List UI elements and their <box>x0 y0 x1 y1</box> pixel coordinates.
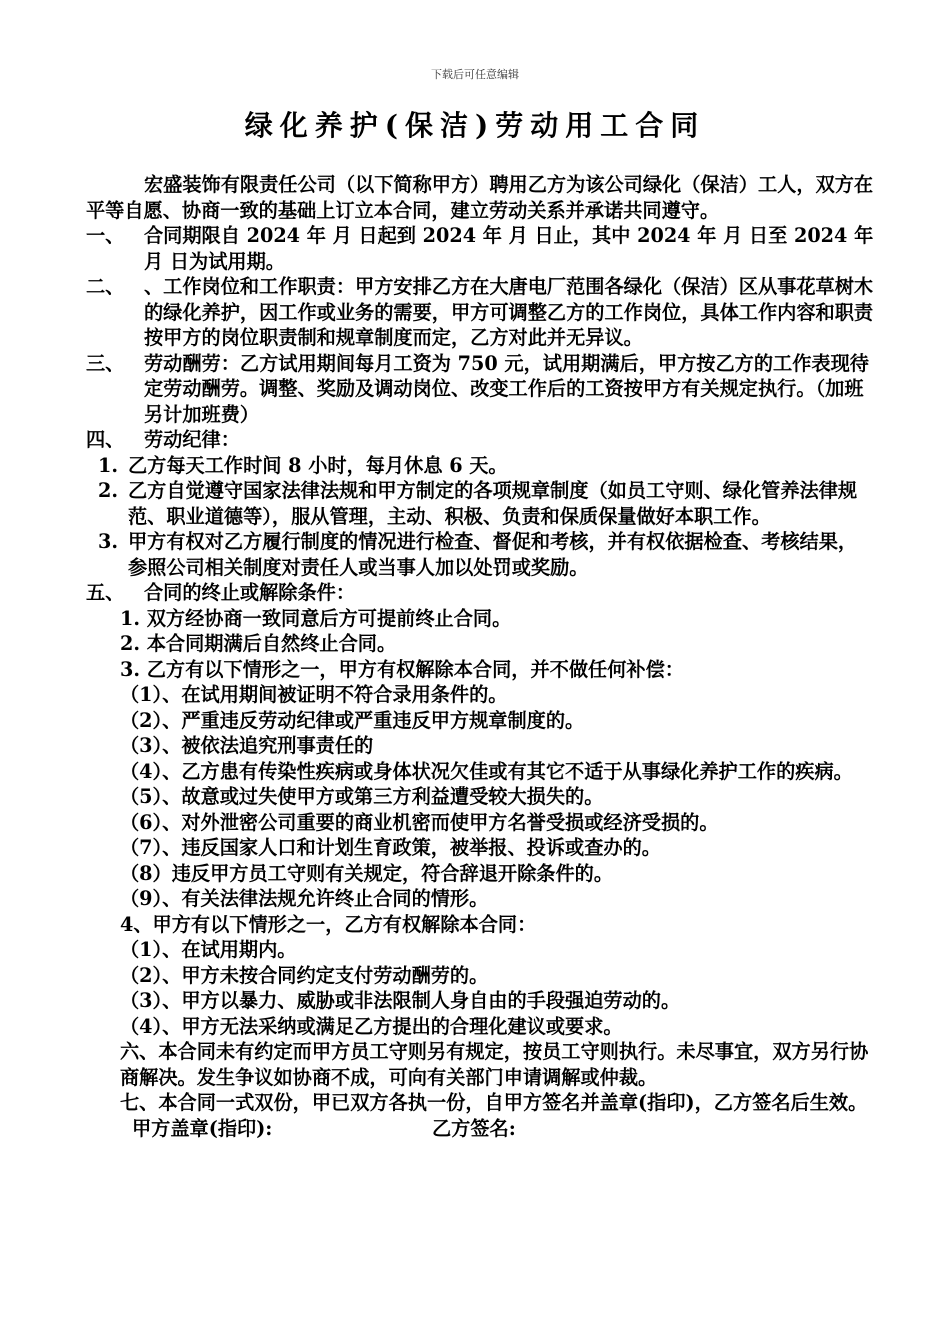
section-4-title: 劳动纪律： <box>144 428 240 451</box>
employee-case-6: （6）、对外泄密公司重要的商业机密而使甲方名誉受损或经济受损的。 <box>120 810 719 834</box>
section-3 <box>86 351 876 428</box>
section-2-text: 、工作岗位和工作职责：甲方安排乙方在大唐电厂范围各绿化（保洁）区从事花草树木的绿化养护，因工作或业务的需要，甲方可调整乙方的工作岗位，具体工作内容和职责按甲方的岗位职责制和规章制度而定，乙方对此并无异议。 <box>144 275 874 349</box>
employee-case-7: （7）、违反国家人口和计划生育政策，被举报、投诉或查办的。 <box>120 836 661 859</box>
discipline-item-2-number: 2. <box>98 479 119 502</box>
employer-case-3: （3）、甲方以暴力、威胁或非法限制人身自由的手段强迫劳动的。 <box>120 989 681 1012</box>
section-6: 六、本合同未有约定而甲方员工守则另有规定，按员工守则执行。未尽事宜，双方另行协商解决。发生争议如协商不成，可向有关部门申请调解或仲裁。 <box>120 1040 869 1089</box>
party-a-seal-label: 甲方盖章(指印): <box>132 1116 273 1140</box>
employer-case-1: （1）、在试用期内。 <box>120 938 297 961</box>
contract-body <box>86 172 876 1141</box>
section-5-number: 五、 <box>86 581 125 604</box>
section-1-text: 合同期限自 2024 年 月 日起到 2024 年 月 日止，其中 2024 年 月 日至 2024 年 月 日为试用期。 <box>144 224 874 273</box>
termination-item-2: 2. 本合同期满后自然终止合同。 <box>120 632 397 655</box>
signature-block <box>86 1116 876 1142</box>
document-title: 绿化养护(保洁)劳动用工合同 <box>244 109 706 142</box>
section-3-text: 劳动酬劳：乙方试用期间每月工资为 750 元，试用期满后，甲方按乙方的工作表现待定劳动酬劳。调整、奖励及调动岗位、改变工作后的工资按甲方有关规定执行。（加班另计加班费） <box>144 351 869 426</box>
section-3-number: 三、 <box>86 351 125 375</box>
discipline-item-3 <box>86 529 876 580</box>
employee-case-4: （4）、乙方患有传染性疾病或身体状况欠佳或有其它不适于从事绿化养护工作的疾病。 <box>120 759 853 783</box>
section-5-heading <box>86 580 876 606</box>
discipline-item-1 <box>86 453 876 479</box>
section-4-heading <box>86 427 876 453</box>
section-1 <box>86 223 876 274</box>
section-7: 七、本合同一式双份，甲已双方各执一份，自甲方签名并盖章(指印)，乙方签名后生效。 <box>120 1091 868 1114</box>
party-b-signature-label: 乙方签名: <box>432 1116 516 1140</box>
discipline-item-1-number: 1. <box>98 453 119 477</box>
discipline-item-2 <box>86 478 876 529</box>
discipline-item-3-number: 3. <box>98 530 119 553</box>
termination-item-4: 4、甲方有以下情形之一，乙方有权解除本合同： <box>120 912 537 936</box>
employee-case-2: （2）、严重违反劳动纪律或严重违反甲方规章制度的。 <box>120 708 585 732</box>
employer-case-2: （2）、甲方未按合同约定支付劳动酬劳的。 <box>120 963 489 987</box>
employee-case-3: （3）、被依法追究刑事责任的 <box>120 734 374 757</box>
termination-item-1: 1. 双方经协商一致同意后方可提前终止合同。 <box>120 606 512 630</box>
employee-case-5: （5）、故意或过失使甲方或第三方利益遭受较大损失的。 <box>120 785 604 808</box>
discipline-item-1-text: 乙方每天工作时间 8 小时，每月休息 6 天。 <box>128 453 508 477</box>
discipline-item-3-text: 甲方有权对乙方履行制度的情况进行检查、督促和考核，并有权依据检查、考核结果，参照公司相关制度对责任人或当事人加以处罚或奖励。 <box>128 530 858 579</box>
header-note: 下载后可任意编辑 <box>431 68 519 81</box>
employee-case-8: （8）违反甲方员工守则有关规定，符合辞退开除条件的。 <box>120 861 614 885</box>
discipline-item-2-text: 乙方自觉遵守国家法律法规和甲方制定的各项规章制度（如员工守则、绿化管养法律规范、职业道德等），服从管理，主动、积极、负责和保质保量做好本职工作。 <box>128 479 858 528</box>
employer-case-4: （4）、甲方无法采纳或满足乙方提出的合理化建议或要求。 <box>120 1014 623 1038</box>
employee-case-1: （1）、在试用期间被证明不符合录用条件的。 <box>120 683 508 706</box>
section-5-title: 合同的终止或解除条件： <box>144 581 356 604</box>
section-2 <box>86 274 876 351</box>
termination-item-3: 3. 乙方有以下情形之一，甲方有权解除本合同，并不做任何补偿： <box>120 657 684 681</box>
section-1-number: 一、 <box>86 224 125 247</box>
section-2-number: 二、 <box>86 275 125 298</box>
section-4-number: 四、 <box>86 428 125 451</box>
employee-case-9: （9）、有关法律法规允许终止合同的情形。 <box>120 887 489 910</box>
intro-paragraph: 宏盛装饰有限责任公司（以下简称甲方）聘用乙方为该公司绿化（保洁）工人，双方在平等自愿、协商一致的基础上订立本合同，建立劳动关系并承诺共同遵守。 <box>86 173 874 222</box>
